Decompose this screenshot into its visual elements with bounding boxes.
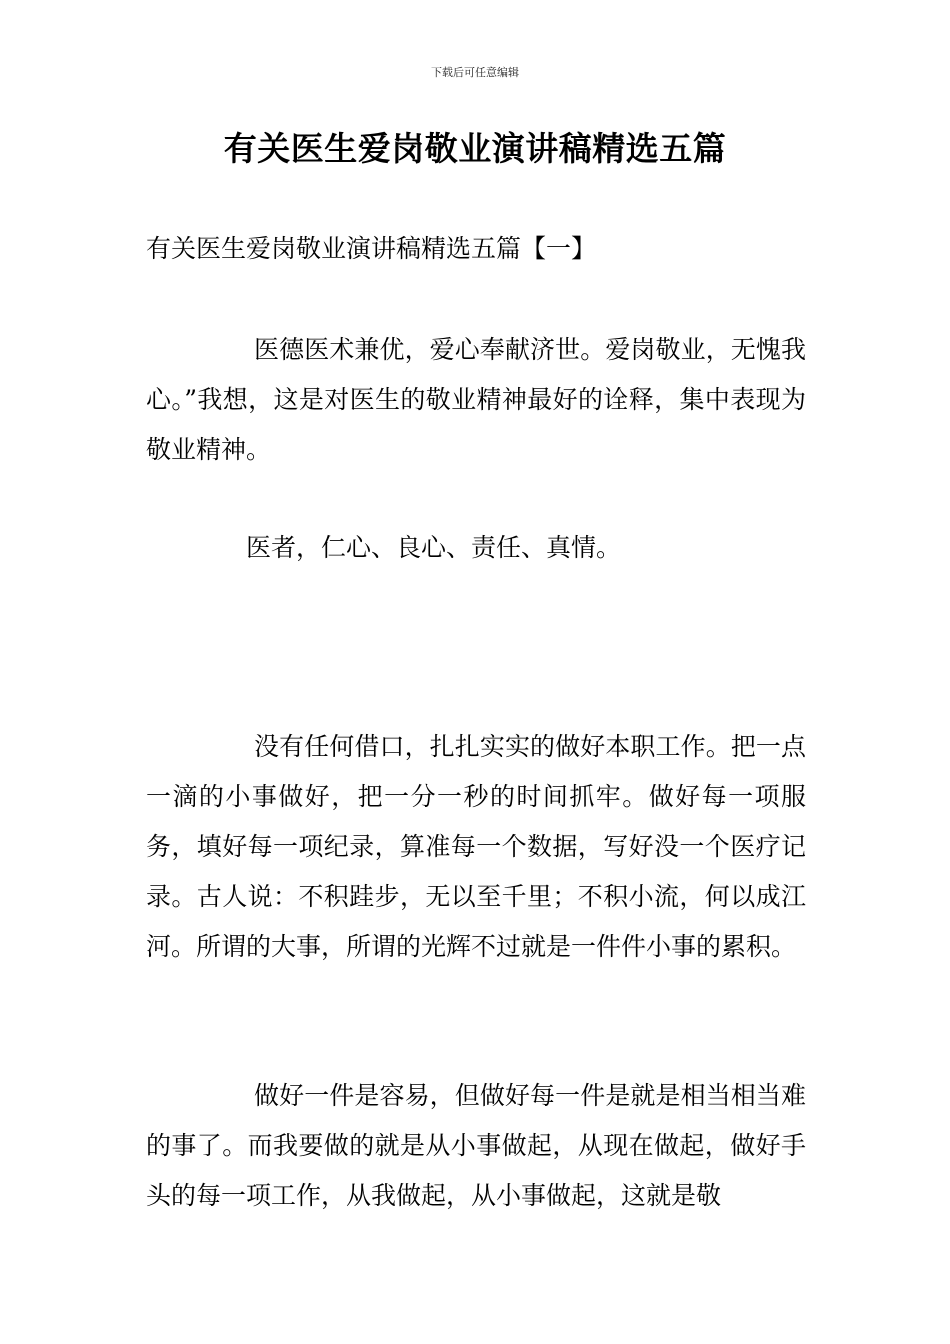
page-header-note: 下载后可任意编辑	[431, 66, 519, 79]
section-heading: 有关医生爱岗敬业演讲稿精选五篇【一】	[146, 234, 597, 263]
paragraph-1: 医德医术兼优，爱心奉献济世。爱岗敬业，无愧我心。”我想，这是对医生的敬业精神最好的诠释，集中表现为敬业精神。	[146, 335, 806, 464]
document-title: 有关医生爱岗敬业演讲稿精选五篇	[223, 129, 727, 168]
paragraph-3: 没有任何借口，扎扎实实的做好本职工作。把一点一滴的小事做好，把一分一秒的时间抓牢。做好每一项服务，填好每一项纪录，算准每一个数据，写好没一个医疗记录。古人说：不积跬步，无以至千里；不积小流，何以成江河。所谓的大事，所谓的光辉不过就是一件件小事的累积。	[146, 732, 806, 961]
paragraph-4: 做好一件是容易，但做好每一件是就是相当相当难的事了。而我要做的就是从小事做起，从现在做起，做好手头的每一项工作，从我做起，从小事做起，这就是敬	[146, 1081, 806, 1210]
paragraph-2: 医者，仁心、良心、责任、真情。	[246, 533, 622, 562]
